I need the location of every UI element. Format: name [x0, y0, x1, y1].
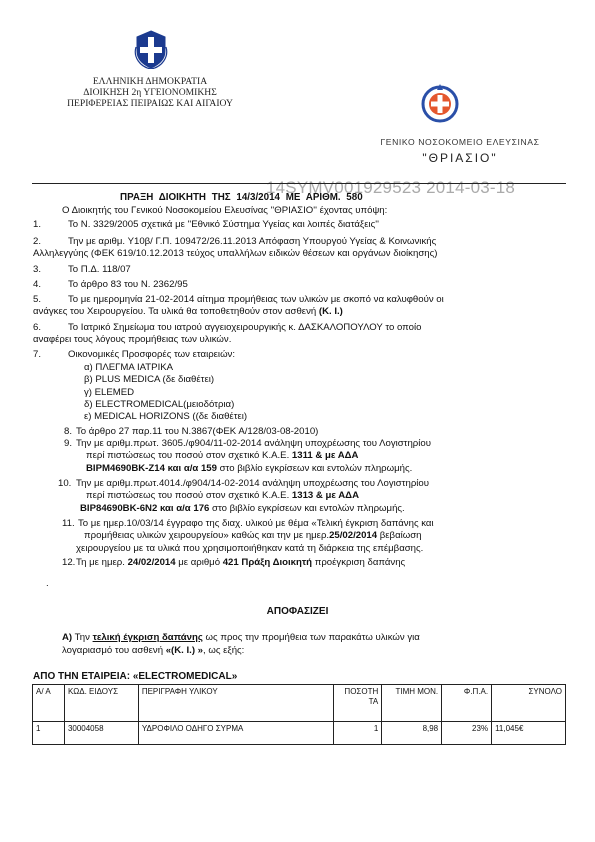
item-text	[86, 450, 358, 462]
col-header-aa: Α/ Α	[33, 685, 65, 722]
item-number: 11.	[62, 518, 75, 529]
item-number: 6.	[33, 322, 42, 333]
supplier-company: ΑΠΟ ΤΗΝ ΕΤΑΙΡΕΙΑ: «ELECTROMEDICAL»	[33, 671, 238, 682]
cell-aa: 1	[33, 722, 65, 745]
item-text	[80, 503, 405, 515]
item-text: Το άρθρο 83 του Ν. 2362/95	[68, 279, 188, 290]
preapproval-date: 24/02/2014	[127, 557, 176, 568]
item-text	[33, 306, 343, 318]
item-text	[76, 557, 405, 569]
item-text-part: περί πιστώσεως του ποσού στον σχετικό Κ.Α.Ε.	[86, 490, 292, 501]
item-number: 8.	[64, 426, 73, 437]
offer-item: α) ΠΛΕΓΜΑ ΙΑΤΡΙΚΑ	[84, 362, 174, 373]
header-divider	[32, 183, 566, 184]
col-header-unit-price: ΤΙΜΗ ΜΟΝ.	[382, 685, 442, 722]
hospital-name-line-1: ΓΕΝΙΚΟ ΝΟΣΟΚΟΜΕΙΟ ΕΛΕΥΣΙΝΑΣ	[380, 137, 540, 147]
item-text: αναφέρει τους λόγους προμήθειας των υλικών.	[33, 334, 232, 345]
table-row	[33, 722, 566, 745]
kae-code: 1313 & με ΑΔΑ	[291, 490, 359, 501]
item-text-part: περί πιστώσεως του ποσού στον σχετικό Κ.Α.Ε.	[86, 450, 292, 461]
ada-code: ΒΙΡ84690ΒΚ-6Ν2 και α/α 176	[80, 503, 210, 514]
authority-line-2: ΔΙΟΙΚΗΣΗ 2η ΥΓΕΙΟΝΟΜΙΚΗΣ	[83, 87, 217, 99]
item-text	[86, 490, 359, 502]
certificate-date: 25/02/2014	[329, 530, 378, 541]
item-text: Το με ημερ.10/03/14 έγγραφο της διαχ. υλικού με θέμα «Τελική έγκριση δαπάνης και	[78, 518, 434, 529]
item-number: 3.	[33, 264, 42, 275]
offer-item: δ) ELECTROMEDICAL(μειοδότρια)	[84, 399, 235, 410]
table-header-row	[33, 685, 566, 722]
hospital-name-line-2: "ΘΡΙΑΣΙΟ"	[422, 150, 498, 165]
item-text: Την με αριθμ. Υ10β/ Γ.Π. 109472/26.11.2013 Απόφαση Υπουργού Υγείας & Κοινωνικής	[68, 236, 437, 247]
item-number: 12.	[62, 557, 76, 568]
act-title: ΠΡΑΞΗ ΔΙΟΙΚΗΤΗ ΤΗΣ 14/3/2014 ΜΕ ΑΡΙΘΜ. 580	[120, 192, 363, 203]
decision-a	[62, 632, 420, 644]
item-number: 7.	[33, 349, 42, 360]
item-text-part: προμήθειας υλικών χειρουργείου» καθώς και την με ημερ.	[84, 530, 330, 541]
item-text	[84, 530, 422, 542]
hospital-logo-icon	[420, 84, 460, 124]
item-text: Οικονομικές Προσφορές των εταιρειών:	[68, 349, 236, 360]
cell-description: ΥΔΡΟΦΙΛΟ ΟΔΗΓΟ ΣΥΡΜΑ	[138, 722, 333, 745]
issuing-authority	[30, 76, 270, 109]
item-text: Το Ν. 3329/2005 σχετικά με ''Εθνικό Σύστημα Υγείας και λοιπές διατάξεις''	[68, 219, 379, 230]
hospital-name	[350, 137, 570, 166]
item-text: Το Π.Δ. 118/07	[68, 264, 131, 275]
ada-watermark: 14SYMV001929523 2014-03-18	[266, 178, 516, 197]
final-approval-text: τελική έγκριση δαπάνης	[92, 632, 203, 643]
authority-line-1: ΕΛΛΗΝΙΚΗ ΔΗΜΟΚΡΑΤΙΑ	[92, 76, 208, 87]
item-number: 4.	[33, 279, 42, 290]
item-text-part: στο βιβλίο εγκρίσεων και εντολών πληρωμής.	[216, 463, 413, 474]
preapproval-act: 421 Πράξη Διοικητή	[222, 557, 313, 568]
col-header-description: ΠΕΡΙΓΡΑΦΗ ΥΛΙΚΟΥ	[138, 685, 333, 722]
item-text: Το άρθρο 27 παρ.11 του Ν.3867(ΦΕΚ Α/128/03-08-2010)	[76, 426, 319, 437]
offer-item: γ) ELEMED	[84, 387, 135, 398]
cell-total: 11,045€	[492, 722, 566, 745]
cell-code: 30004058	[64, 722, 138, 745]
item-text	[86, 463, 412, 475]
item-text-part: βεβαίωση	[377, 530, 422, 541]
item-text: Το με ημερομηνία 21-02-2014 αίτημα προμήθειας των υλικών με σκοπό να καλυφθούν οι	[68, 294, 444, 305]
item-text-part: προέγκριση δαπάνης	[312, 557, 406, 568]
cell-unit-price: 8,98	[382, 722, 442, 745]
intro-text: Ο Διοικητής του Γενικού Νοσοκομείου Ελευσίνας ''ΘΡΙΑΣΙΟ'' έχοντας υπόψη:	[62, 205, 388, 216]
decision-title: ΑΠΟΦΑΣΙΖΕΙ	[266, 606, 329, 617]
item-text: Την με αριθμ.πρωτ. 3605./φ904/11-02-2014 ανάληψη υποχρέωσης του Λογιστηρίου	[76, 438, 431, 449]
decision-a-text: Την	[72, 632, 93, 643]
item-text: Αλληλεγγύης (ΦΕΚ 619/10.12.2013 τεύχος υπαλλήλων ειδικών θέσεων και οργάνων διοίκησης)	[33, 248, 438, 259]
col-header-total: ΣΥΝΟΛΟ	[492, 685, 566, 722]
item-number: 2.	[33, 236, 42, 247]
materials-table	[32, 684, 566, 745]
item-text: Την με αριθμ.πρωτ.4014./φ904/14-02-2014 ανάληψη υποχρέωσης του Λογιστηρίου	[76, 478, 430, 489]
decision-a-line2	[62, 645, 244, 657]
ada-code: ΒΙΡΜ4690ΒΚ-Ζ14 και α/α 159	[86, 463, 217, 474]
offer-item: β) PLUS MEDICA (δε διαθέτει)	[84, 374, 215, 385]
decision-a-label: Α)	[62, 632, 73, 643]
decision-a-text: , ως εξής:	[203, 645, 245, 656]
offer-item: ε) MEDICAL HORIZONS ((δε διαθέτει)	[84, 411, 248, 422]
authority-line-3: ΠΕΡΙΦΕΡΕΙΑΣ ΠΕΙΡΑΙΩΣ ΚΑΙ ΑΙΓΑΙΟΥ	[67, 98, 233, 110]
cell-vat: 23%	[442, 722, 492, 745]
item-text: χειρουργείου με τα υλικά που χρησιμοποιήθηκαν κατά τη διάρκεια της επέμβασης.	[76, 543, 424, 554]
patient-initials: (Κ. Ι.)	[318, 306, 343, 317]
item-text-part: Τη με ημερ.	[76, 557, 128, 568]
decision-a-text: ως προς την προμήθεια των παρακάτω υλικών για	[202, 632, 420, 643]
item-number: 1.	[33, 219, 42, 230]
col-header-quantity: ΠΟΣΟΤΗ ΤΑ	[334, 685, 382, 722]
decision-a-text: λογαριασμό του ασθενή	[62, 645, 166, 656]
item-number: 10.	[58, 478, 72, 489]
item-number: 9.	[64, 438, 73, 449]
item-text-part: ανάγκες του Χειρουργείου. Τα υλικά θα τοποθετηθούν στον ασθενή	[33, 306, 319, 317]
stray-dot: .	[46, 578, 49, 589]
col-header-code: ΚΩΔ. ΕΙΔΟΥΣ	[64, 685, 138, 722]
col-header-vat: Φ.Π.Α.	[442, 685, 492, 722]
kae-code: 1311 & με ΑΔΑ	[291, 450, 359, 461]
item-text-part: με αριθμό	[175, 557, 223, 568]
cell-quantity: 1	[334, 722, 382, 745]
item-text-part: στο βιβλίο εγκρίσεων και εντολών πληρωμής.	[209, 503, 405, 514]
item-number: 5.	[33, 294, 42, 305]
patient-initials: «(Κ. Ι.) »	[165, 645, 204, 656]
item-text: Το Ιατρικό Σημείωμα του ιατρού αγγειοχειρουργικής κ. ΔΑΣΚΑΛΟΠΟΥΛΟΥ το οποίο	[68, 322, 422, 333]
greek-republic-emblem-icon	[134, 29, 168, 69]
